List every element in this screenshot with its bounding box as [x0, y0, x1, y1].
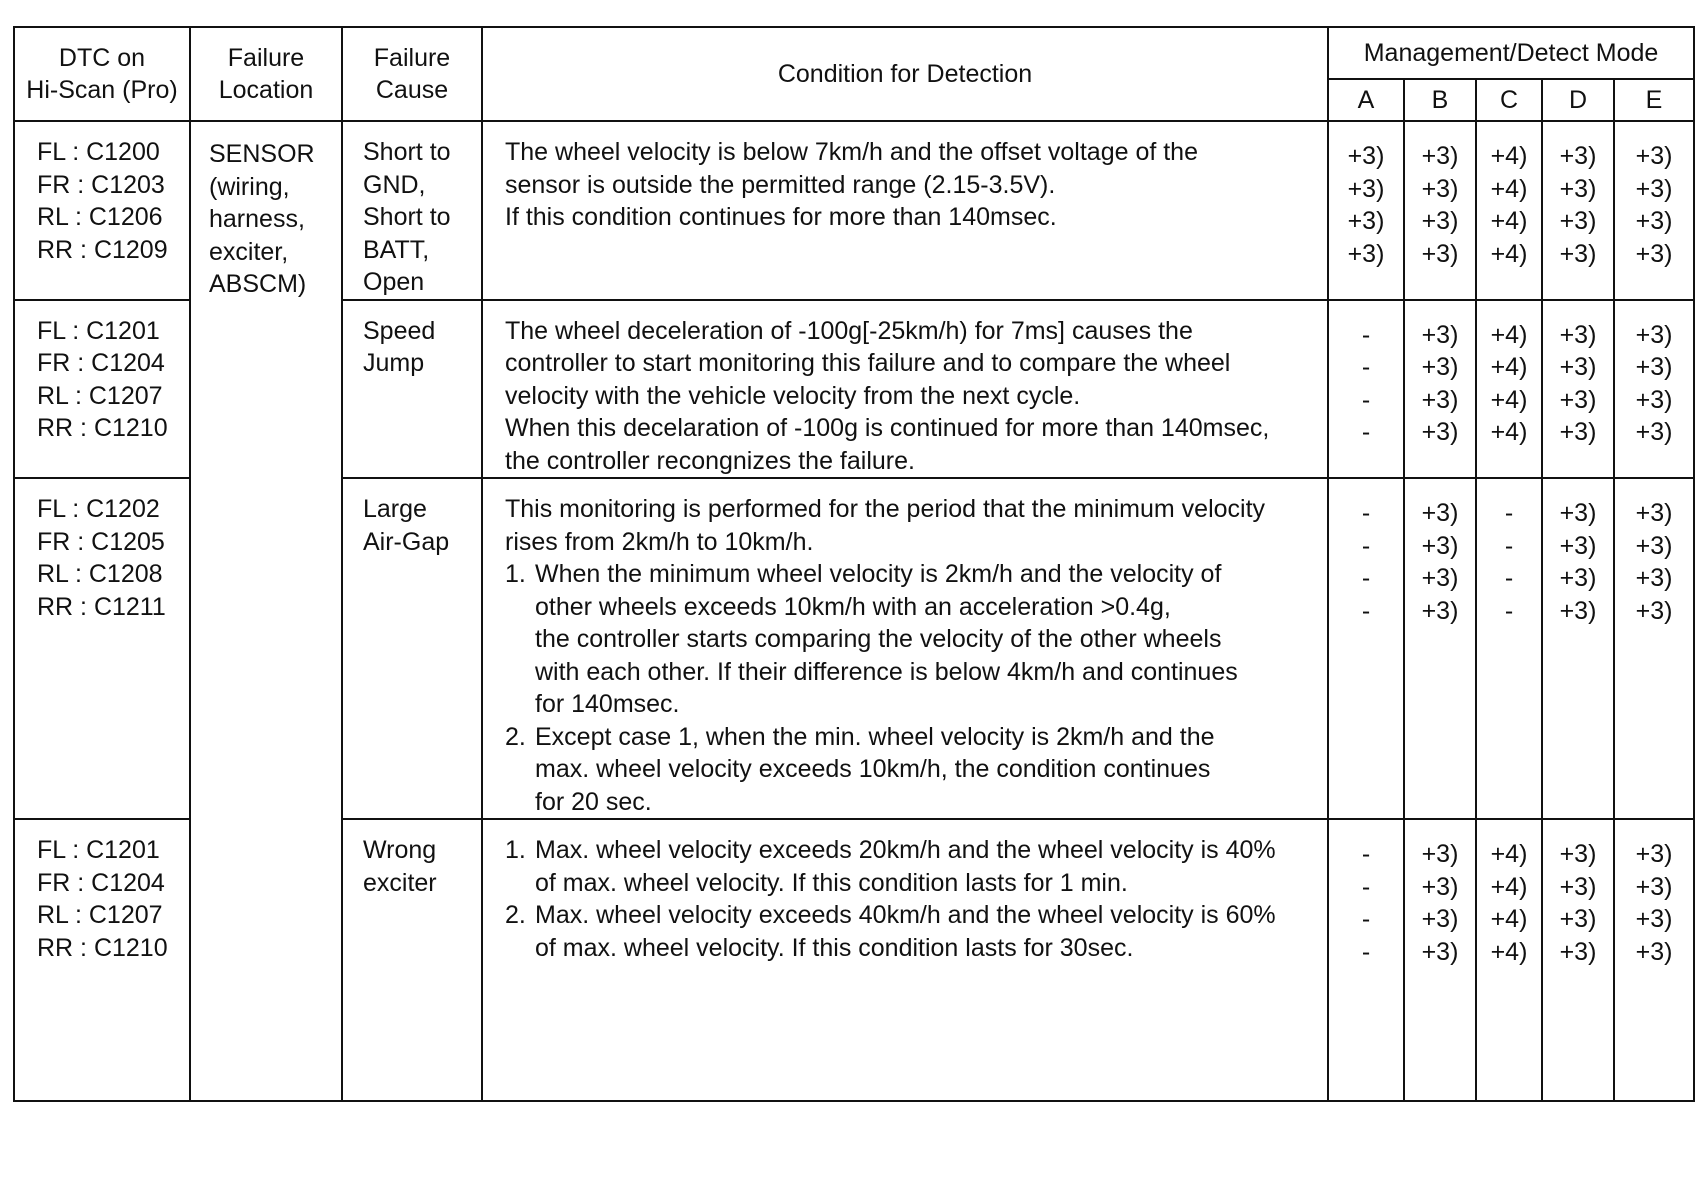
- mode-value: -: [1361, 499, 1371, 527]
- dtc-codes-cell: [14, 121, 190, 300]
- mode-value: +4): [1490, 385, 1528, 414]
- mode-value: +4): [1490, 142, 1528, 170]
- dtc-table-sheet: [13, 26, 1693, 1190]
- condition-text: The wheel deceleration of -100g[-25km/h) for 7ms] causes the controller to start monitoring this failure and to compare the wheel velocity with the vehicle velocity from the next cycle. When this decelaration of -100g is continued for more than 140msec, the controller recongnizes the failure.: [505, 316, 1270, 475]
- mode-value: +3): [1635, 418, 1673, 446]
- condition-cell: [482, 121, 1328, 300]
- mode-value: +3): [1421, 937, 1459, 966]
- failure-cause-cell: Wrong exciter: [342, 819, 482, 1101]
- mode-value: +3): [1347, 207, 1385, 235]
- mode-value: +4): [1490, 239, 1528, 268]
- mode-cell-d: [1542, 819, 1614, 1101]
- mode-value: +3): [1421, 385, 1459, 414]
- dtc-code: RR : C1210: [37, 933, 168, 962]
- mode-value: +3): [1635, 207, 1673, 235]
- mode-value: +4): [1490, 937, 1528, 966]
- mode-value: +3): [1421, 596, 1459, 625]
- condition-cell: [482, 478, 1328, 819]
- dtc-code: FR : C1204: [37, 868, 165, 897]
- mode-value: -: [1361, 385, 1371, 414]
- mode-value: +3): [1421, 320, 1459, 349]
- mode-value: +4): [1490, 174, 1528, 203]
- mode-value: -: [1361, 353, 1371, 381]
- header-dtc: DTC on Hi-Scan (Pro): [14, 27, 190, 121]
- dtc-code: FR : C1204: [37, 349, 165, 377]
- mode-value: +3): [1559, 872, 1597, 901]
- condition-cell: [482, 300, 1328, 479]
- dtc-code: FL : C1200: [37, 138, 160, 166]
- mode-value: +3): [1559, 142, 1597, 170]
- mode-value: +4): [1490, 353, 1528, 381]
- mode-value: +3): [1559, 207, 1597, 235]
- condition-item: [505, 834, 1321, 899]
- mode-value: +3): [1635, 142, 1673, 170]
- failure-cause-cell: Large Air-Gap: [342, 478, 482, 819]
- header-mode-a: A: [1328, 79, 1404, 121]
- dtc-code: RR : C1209: [37, 235, 168, 264]
- condition-item-number: 1.: [505, 836, 526, 864]
- mode-value: +3): [1559, 596, 1597, 625]
- mode-value: +3): [1635, 596, 1673, 625]
- table-row: [14, 121, 1694, 300]
- mode-value: +3): [1559, 239, 1597, 268]
- mode-value: +3): [1559, 385, 1597, 414]
- mode-value: -: [1361, 840, 1371, 868]
- mode-value: +3): [1559, 531, 1597, 560]
- mode-value: +3): [1635, 320, 1673, 349]
- mode-value: +3): [1421, 499, 1459, 527]
- mode-value: -: [1504, 531, 1514, 560]
- mode-value: -: [1361, 937, 1371, 966]
- mode-value: +3): [1635, 174, 1673, 203]
- mode-value: +3): [1635, 564, 1673, 592]
- header-management-mode: Management/Detect Mode: [1328, 27, 1694, 79]
- mode-value: +3): [1635, 499, 1673, 527]
- mode-value: -: [1361, 320, 1371, 349]
- mode-cell-c: [1476, 300, 1542, 479]
- mode-cell-e: [1614, 478, 1694, 819]
- mode-cell-a: [1328, 300, 1404, 479]
- mode-value: -: [1361, 905, 1371, 933]
- mode-value: +3): [1421, 564, 1459, 592]
- mode-value: +3): [1559, 840, 1597, 868]
- mode-value: +3): [1559, 353, 1597, 381]
- mode-value: +3): [1559, 937, 1597, 966]
- mode-cell-a: [1328, 478, 1404, 819]
- condition-text: This monitoring is performed for the period that the minimum velocity rises from 2km/h to 10km/h.: [505, 495, 1266, 556]
- mode-cell-c: [1476, 819, 1542, 1101]
- condition-list: [505, 558, 1321, 818]
- dtc-code: FL : C1201: [37, 316, 160, 345]
- header-mode-e: E: [1614, 79, 1694, 121]
- header-failure-location: Failure Location: [190, 27, 342, 121]
- mode-cell-d: [1542, 121, 1614, 300]
- header-condition: Condition for Detection: [482, 27, 1328, 121]
- mode-cell-b: [1404, 300, 1476, 479]
- dtc-code: RR : C1211: [37, 592, 166, 621]
- dtc-table: [13, 26, 1695, 1102]
- mode-value: +3): [1421, 207, 1459, 235]
- dtc-code: FL : C1201: [37, 836, 160, 864]
- mode-value: +3): [1559, 418, 1597, 446]
- header-mode-c: C: [1476, 79, 1542, 121]
- mode-cell-c: [1476, 478, 1542, 819]
- mode-value: +3): [1421, 905, 1459, 933]
- mode-value: -: [1361, 564, 1371, 592]
- failure-cause-cell: Speed Jump: [342, 300, 482, 479]
- mode-value: +3): [1559, 174, 1597, 203]
- mode-value: +3): [1421, 174, 1459, 203]
- mode-value: +3): [1421, 239, 1459, 268]
- mode-cell-d: [1542, 478, 1614, 819]
- mode-cell-d: [1542, 300, 1614, 479]
- mode-value: +4): [1490, 418, 1528, 446]
- mode-value: +4): [1490, 905, 1528, 933]
- mode-value: +3): [1635, 840, 1673, 868]
- dtc-code: FR : C1203: [37, 170, 165, 199]
- mode-cell-b: [1404, 121, 1476, 300]
- header-failure-cause: Failure Cause: [342, 27, 482, 121]
- condition-item-text: Max. wheel velocity exceeds 20km/h and the wheel velocity is 40% of max. wheel velocity. If this condition lasts for 1 min.: [535, 836, 1276, 897]
- mode-value: +3): [1635, 905, 1673, 933]
- mode-value: -: [1361, 418, 1371, 446]
- mode-value: +3): [1559, 320, 1597, 349]
- mode-value: -: [1361, 531, 1371, 560]
- mode-value: +3): [1347, 142, 1385, 170]
- mode-value: +4): [1490, 320, 1528, 349]
- mode-value: +3): [1559, 905, 1597, 933]
- condition-text: The wheel velocity is below 7km/h and the offset voltage of the sensor is outside the permitted range (2.15-3.5V). If this condition continues for more than 140msec.: [505, 138, 1198, 231]
- mode-cell-a: [1328, 819, 1404, 1101]
- failure-cause-cell: Short to GND, Short to BATT, Open: [342, 121, 482, 300]
- condition-list: [505, 834, 1321, 964]
- header-mode-b: B: [1404, 79, 1476, 121]
- mode-value: -: [1361, 872, 1371, 901]
- mode-value: +3): [1635, 353, 1673, 381]
- mode-value: +3): [1421, 840, 1459, 868]
- condition-item-number: 1.: [505, 560, 526, 588]
- mode-value: -: [1504, 596, 1514, 625]
- condition-cell: [482, 819, 1328, 1101]
- condition-item: [505, 558, 1321, 721]
- mode-value: +3): [1635, 239, 1673, 268]
- dtc-code: FR : C1205: [37, 527, 165, 556]
- mode-value: +3): [1635, 385, 1673, 414]
- mode-value: +4): [1490, 872, 1528, 901]
- mode-value: -: [1504, 499, 1514, 527]
- condition-item-text: Max. wheel velocity exceeds 40km/h and the wheel velocity is 60% of max. wheel velocity. If this condition lasts for 30sec.: [535, 901, 1276, 962]
- dtc-code: RL : C1207: [37, 381, 163, 410]
- mode-value: +3): [1421, 872, 1459, 901]
- dtc-codes-cell: [14, 300, 190, 479]
- dtc-code: RL : C1208: [37, 560, 163, 588]
- condition-item-text: When the minimum wheel velocity is 2km/h and the velocity of other wheels exceeds 10km/h with an acceleration >0.4g, the controller starts comparing the velocity of the other wheels with each other. If their difference is below 4km/h and continues for 140msec.: [535, 560, 1238, 718]
- mode-value: +3): [1421, 142, 1459, 170]
- mode-value: +3): [1347, 239, 1385, 268]
- mode-value: +3): [1559, 564, 1597, 592]
- mode-value: -: [1361, 596, 1371, 625]
- mode-value: +3): [1421, 531, 1459, 560]
- mode-cell-e: [1614, 121, 1694, 300]
- mode-cell-e: [1614, 300, 1694, 479]
- dtc-code: RR : C1210: [37, 414, 168, 442]
- mode-value: +3): [1559, 499, 1597, 527]
- mode-value: +3): [1421, 353, 1459, 381]
- condition-item-number: 2.: [505, 901, 526, 929]
- condition-item-number: 2.: [505, 722, 526, 751]
- dtc-code: RL : C1206: [37, 203, 163, 231]
- mode-value: +3): [1635, 531, 1673, 560]
- dtc-codes-cell: [14, 819, 190, 1101]
- mode-value: +3): [1347, 174, 1385, 203]
- mode-cell-a: [1328, 121, 1404, 300]
- condition-item: [505, 899, 1321, 964]
- mode-cell-b: [1404, 819, 1476, 1101]
- dtc-code: FL : C1202: [37, 495, 160, 523]
- mode-value: +3): [1635, 872, 1673, 901]
- mode-value: -: [1504, 564, 1514, 592]
- mode-cell-b: [1404, 478, 1476, 819]
- header-mode-d: D: [1542, 79, 1614, 121]
- mode-value: +4): [1490, 207, 1528, 235]
- dtc-code: RL : C1207: [37, 901, 163, 929]
- failure-location-cell: SENSOR (wiring, harness, exciter, ABSCM): [190, 121, 342, 1101]
- mode-value: +3): [1421, 418, 1459, 446]
- mode-cell-c: [1476, 121, 1542, 300]
- mode-cell-e: [1614, 819, 1694, 1101]
- condition-item: [505, 721, 1321, 819]
- condition-item-text: Except case 1, when the min. wheel velocity is 2km/h and the max. wheel velocity exceeds 10km/h, the condition continues for 20 sec.: [535, 722, 1215, 816]
- dtc-codes-cell: [14, 478, 190, 819]
- mode-value: +3): [1635, 937, 1673, 966]
- mode-value: +4): [1490, 840, 1528, 868]
